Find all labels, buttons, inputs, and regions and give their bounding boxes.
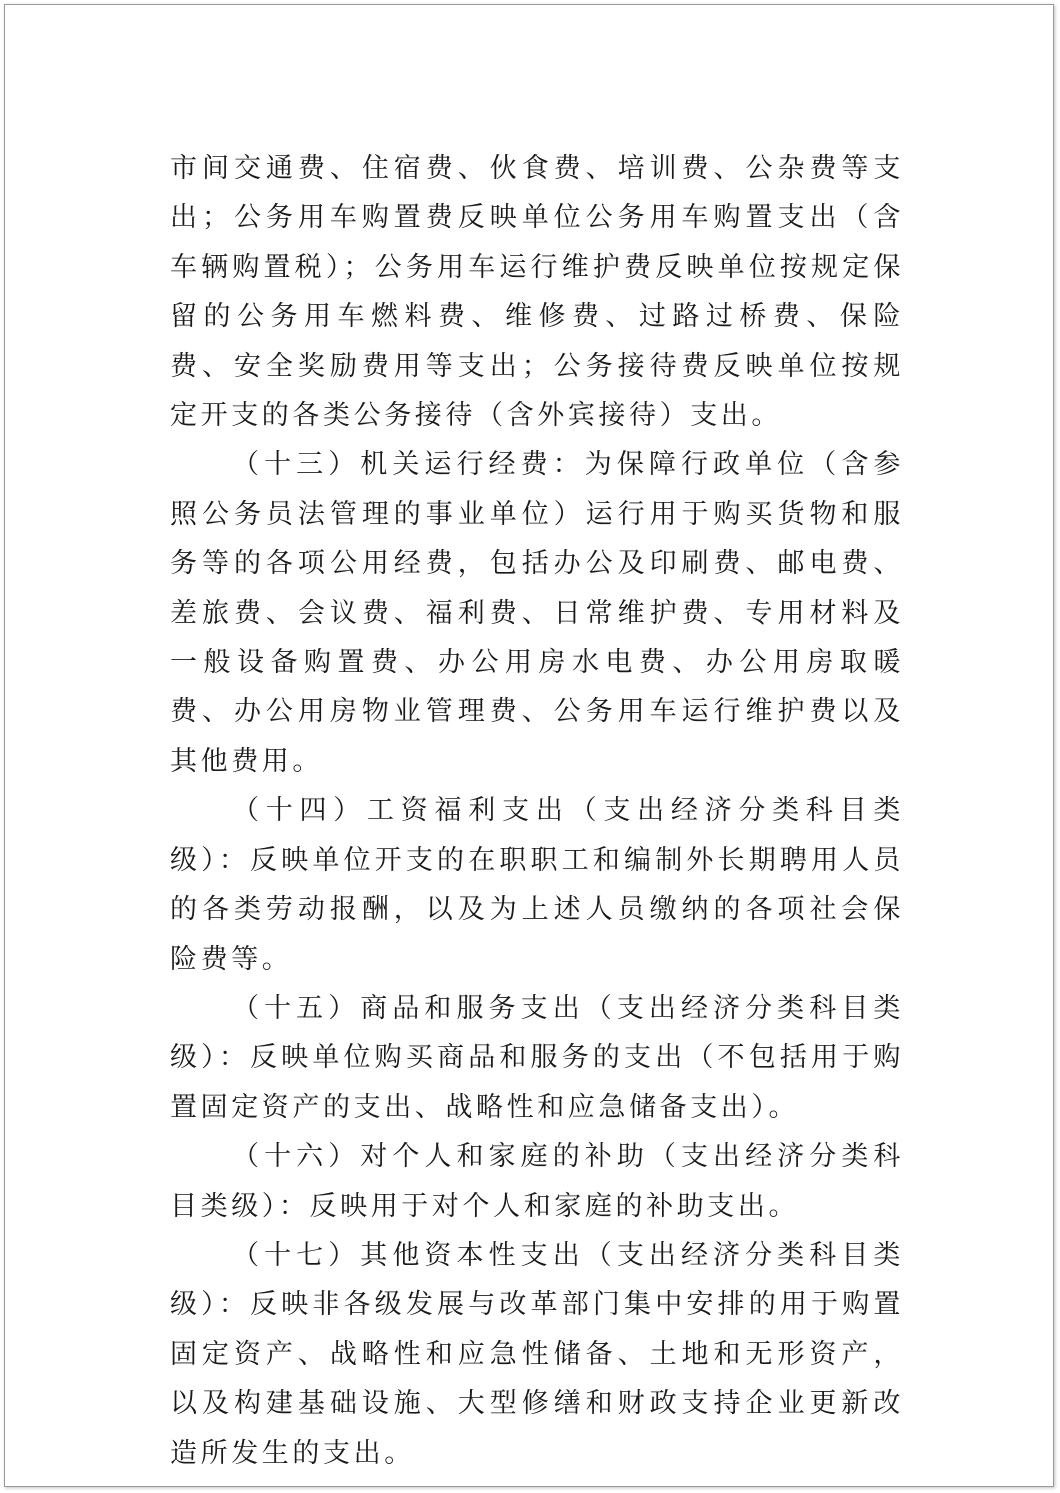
paragraph-section-13: （十三）机关运行经费：为保障行政单位（含参照公务员法管理的事业单位）运行用于购买货物和服务等的各项公用经费，包括办公及印刷费、邮电费、差旅费、会议费、福利费、日常维护费、专用材料及一般设备购置费、办公用房水电费、办公用房取暖费、办公用房物业管理费、公务用车运行维护费以及其他费用。 xyxy=(170,449,904,777)
paragraph-section-14: （十四）工资福利支出（支出经济分类科目类级）：反映单位开支的在职职工和编制外长期聘用人员的各类劳动报酬，以及为上述人员缴纳的各项社会保险费等。 xyxy=(170,795,904,975)
paragraph-section-17: （十七）其他资本性支出（支出经济分类科目类级）：反映非各级发展与改革部门集中安排的用于购置固定资产、战略性和应急性储备、土地和无形资产，以及构建基础设施、大型修缮和财政支持企业更新改造所发生的支出。 xyxy=(170,1239,904,1469)
paragraph-section-15: （十五）商品和服务支出（支出经济分类科目类级）：反映单位购买商品和服务的支出（不包括用于购置固定资产的支出、战略性和应急储备支出）。 xyxy=(170,992,904,1123)
document-page xyxy=(4,4,1054,1487)
document-body xyxy=(170,144,904,1478)
paragraph-section-16: （十六）对个人和家庭的补助（支出经济分类科目类级）：反映用于对个人和家庭的补助支出。 xyxy=(170,1141,904,1222)
paragraph-continuation: 市间交通费、住宿费、伙食费、培训费、公杂费等支出；公务用车购置费反映单位公务用车购置支出（含车辆购置税）；公务用车运行维护费反映单位按规定保留的公务用车燃料费、维修费、过路过桥费、保险费、安全奖励费用等支出；公务接待费反映单位按规定开支的各类公务接待（含外宾接待）支出。 xyxy=(170,153,904,432)
